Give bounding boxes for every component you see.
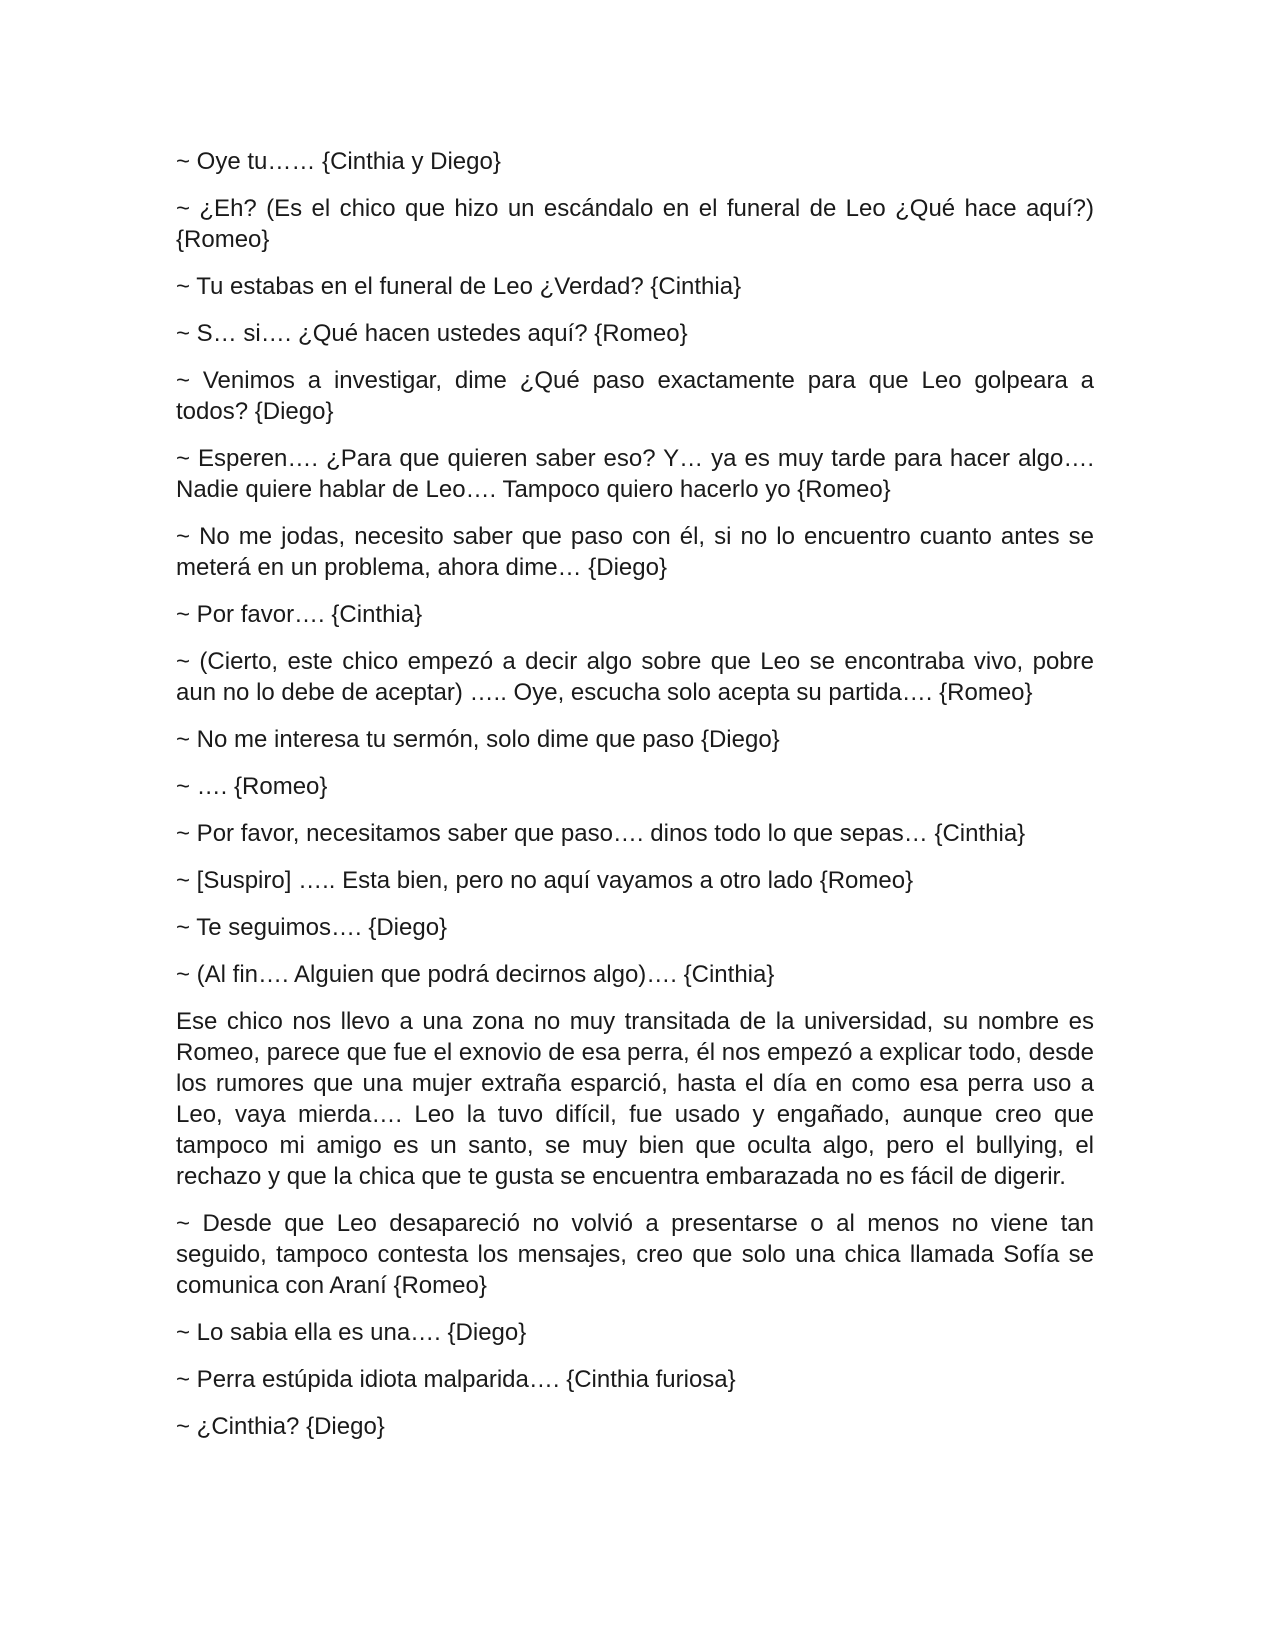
paragraph: ~ ¿Cinthia? {Diego} [176,1413,385,1440]
paragraph: ~ (Al fin…. Alguien que podrá decirnos algo)…. {Cinthia} [176,961,775,988]
document-body [176,146,1094,1458]
paragraph: ~ Por favor…. {Cinthia} [176,601,423,628]
paragraph: ~ No me interesa tu sermón, solo dime que paso {Diego} [176,726,780,753]
paragraph: ~ S… si…. ¿Qué hacen ustedes aquí? {Romeo} [176,320,688,347]
paragraph: ~ Te seguimos…. {Diego} [176,914,448,941]
paragraph: ~ Perra estúpida idiota malparida…. {Cinthia furiosa} [176,1366,736,1393]
paragraph: ~ Oye tu…… {Cinthia y Diego} [176,148,501,175]
paragraph: ~ Por favor, necesitamos saber que paso…. dinos todo lo que sepas… {Cinthia} [176,820,1026,847]
paragraph: ~ ¿Eh? (Es el chico que hizo un escándalo en el funeral de Leo ¿Qué hace aquí?) {Romeo} [176,195,1094,253]
paragraph: ~ [Suspiro] ….. Esta bien, pero no aquí vayamos a otro lado {Romeo} [176,867,914,894]
paragraph: ~ (Cierto, este chico empezó a decir algo sobre que Leo se encontraba vivo, pobre aun no lo debe de aceptar) ….. Oye, escucha solo acepta su partida…. {Romeo} [176,648,1094,706]
paragraph: ~ Lo sabia ella es una…. {Diego} [176,1319,527,1346]
paragraph: Ese chico nos llevo a una zona no muy transitada de la universidad, su nombre es Romeo, parece que fue el exnovio de esa perra, él nos empezó a explicar todo, desde los rumores que una mujer extraña esparció, hasta el día en como esa perra uso a Leo, vaya mierda…. Leo la tuvo difícil, fue usado y engañado, aunque creo que tampoco mi amigo es un santo, se muy bien que oculta algo, pero el bullying, el rechazo y que la chica que te gusta se encuentra embarazada no es fácil de digerir. [176,1008,1094,1190]
paragraph: ~ Desde que Leo desapareció no volvió a presentarse o al menos no viene tan seguido, tampoco contesta los mensajes, creo que solo una chica llamada Sofía se comunica con Araní {Romeo} [176,1210,1094,1299]
paragraph: ~ No me jodas, necesito saber que paso con él, si no lo encuentro cuanto antes se meterá en un problema, ahora dime… {Diego} [176,523,1094,581]
paragraph: ~ Venimos a investigar, dime ¿Qué paso exactamente para que Leo golpeara a todos? {Diego} [176,367,1094,425]
paragraph: ~ Esperen…. ¿Para que quieren saber eso? Y… ya es muy tarde para hacer algo…. Nadie quiere hablar de Leo…. Tampoco quiero hacerlo yo {Romeo} [176,445,1094,503]
paragraph: ~ Tu estabas en el funeral de Leo ¿Verdad? {Cinthia} [176,273,742,300]
paragraph: ~ …. {Romeo} [176,773,328,800]
